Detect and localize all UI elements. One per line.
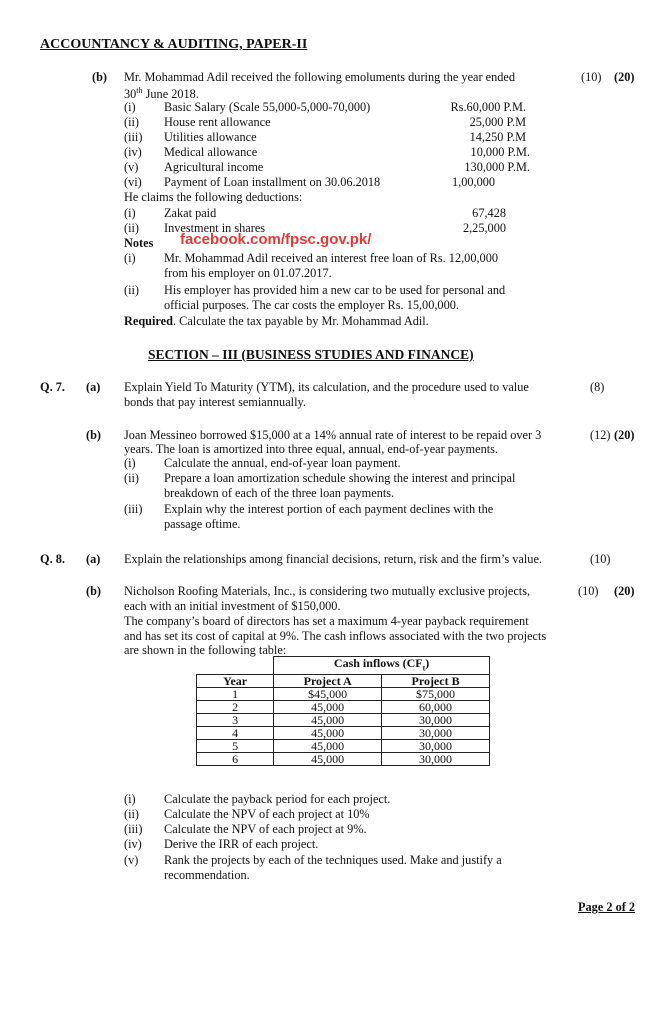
page-number: Page 2 of 2 (578, 900, 636, 914)
list-item-amount: Rs.60,000 P.M. (450, 100, 526, 114)
table-cell: 30,000 (382, 753, 490, 766)
table-row (197, 753, 490, 766)
table-cell: 60,000 (382, 701, 490, 714)
question-part-label: (b) (92, 70, 108, 84)
list-item-text: Calculate the payback period for each project. (164, 792, 391, 806)
list-item-num: (i) (124, 456, 136, 470)
list-item-label: Investment in shares (164, 221, 266, 235)
list-item-num: (i) (124, 100, 136, 114)
list-item-num: (iv) (124, 837, 142, 851)
total-marks: (20) (614, 428, 635, 442)
table-row (197, 740, 490, 753)
list-item-num: (vi) (124, 175, 142, 189)
column-header: Project B (382, 675, 490, 688)
table-cell: $75,000 (382, 688, 490, 701)
list-item-amount: 25,000 P.M (469, 115, 526, 129)
table-caption: Cash inflows $(CF_t)$ (274, 657, 490, 675)
table-corner (197, 657, 274, 675)
list-item-num: (ii) (124, 283, 140, 297)
list-item-amount: 67,428 (472, 206, 506, 220)
question-text-line: 30th June 2018. (124, 86, 199, 102)
marks: (10) (590, 552, 611, 566)
list-item-text: Prepare a loan amortization schedule showing the interest and principal (164, 471, 516, 485)
note-text-line: from his employer on 01.07.2017. (164, 266, 332, 280)
list-item-num: (i) (124, 251, 136, 265)
total-marks: (20) (614, 584, 635, 598)
list-item-num: (v) (124, 853, 139, 867)
list-item-num: (i) (124, 792, 136, 806)
list-item-amount: 1,00,000 (452, 175, 496, 189)
question-text-line: are shown in the following table: (124, 643, 287, 657)
question-text-line: Mr. Mohammad Adil received the following emoluments during the year ended (124, 70, 516, 84)
question-text-line: Explain Yield To Maturity (YTM), its calculation, and the procedure used to value (124, 380, 529, 394)
section-title: SECTION – III (BUSINESS STUDIES AND FINANCE) (148, 347, 474, 362)
question-text-line: The company’s board of directors has set a maximum 4-year payback requirement (124, 614, 529, 628)
question-text-line: Joan Messineo borrowed $15,000 at a 14% annual rate of interest to be repaid over 3 (124, 428, 542, 442)
marks: (10) (578, 584, 599, 598)
list-item-num: (ii) (124, 221, 140, 235)
table-cell: 2 (197, 701, 274, 714)
list-item-label: Agricultural income (164, 160, 264, 174)
list-item-text: Calculate the NPV of each project at 9%. (164, 822, 367, 836)
list-item-text: Explain why the interest portion of each payment declines with the (164, 502, 494, 516)
list-item-text: recommendation. (164, 868, 250, 882)
list-item-num: (iii) (124, 130, 143, 144)
table-row (197, 701, 490, 714)
note-text-line: His employer has provided him a new car to be used for personal and (164, 283, 506, 297)
table-cell: 4 (197, 727, 274, 740)
question-text-line: Explain the relationships among financial decisions, return, risk and the firm’s value. (124, 552, 542, 566)
question-text-line: each with an initial investment of $150,000. (124, 599, 341, 613)
table-cell: 45,000 (274, 701, 382, 714)
table-cell: 5 (197, 740, 274, 753)
marks: (12) (590, 428, 611, 442)
list-item-label: Medical allowance (164, 145, 258, 159)
note-text-line: official purposes. The car costs the employer Rs. 15,00,000. (164, 298, 459, 312)
table-row (197, 688, 490, 701)
table-cell: $45,000 (274, 688, 382, 701)
list-item-text: Derive the IRR of each project. (164, 837, 319, 851)
list-item-label: Zakat paid (164, 206, 217, 220)
list-item-amount: 2,25,000 (462, 221, 506, 235)
deductions-heading: He claims the following deductions: (124, 190, 303, 204)
marks: (10) (581, 70, 602, 84)
table-cell: 45,000 (274, 740, 382, 753)
watermark-text: facebook.com/fpsc.gov.pk/ (180, 231, 372, 248)
list-item-label: Utilities allowance (164, 130, 257, 144)
list-item-text: passage oftime. (164, 517, 241, 531)
table-cell: 45,000 (274, 727, 382, 740)
list-item-num: (iv) (124, 145, 142, 159)
column-header: Project A (274, 675, 382, 688)
question-text-line: years. The loan is amortized into three equal, annual, end-of-year payments. (124, 442, 499, 456)
list-item-text: Calculate the annual, end-of-year loan payment. (164, 456, 401, 470)
list-item-num: (ii) (124, 471, 140, 485)
table-cell: 30,000 (382, 740, 490, 753)
table-cell: 45,000 (274, 714, 382, 727)
cash-inflows-table (196, 656, 490, 766)
question-number: Q. 7. (40, 380, 65, 394)
table-cell: 45,000 (274, 753, 382, 766)
list-item-text: Calculate the NPV of each project at 10% (164, 807, 370, 821)
question-text-line: Nicholson Roofing Materials, Inc., is considering two mutually exclusive projects, (124, 584, 531, 598)
column-header: Year (197, 675, 274, 688)
table-cell: 1 (197, 688, 274, 701)
table-cell: 3 (197, 714, 274, 727)
table-cell: 6 (197, 753, 274, 766)
list-item-num: (ii) (124, 115, 140, 129)
list-item-text: breakdown of each of the three loan payments. (164, 486, 395, 500)
list-item-label: Basic Salary (Scale 55,000-5,000-70,000) (164, 100, 371, 114)
question-part-label: (a) (86, 380, 101, 394)
list-item-label: Payment of Loan installment on 30.06.2018 (164, 175, 381, 189)
table-cell: 30,000 (382, 714, 490, 727)
table-cell: 30,000 (382, 727, 490, 740)
question-part-label: (b) (86, 584, 102, 598)
table-body (197, 688, 490, 766)
question-text-line: bonds that pay interest semiannually. (124, 395, 306, 409)
list-item-num: (v) (124, 160, 139, 174)
list-item-text: Rank the projects by each of the techniques used. Make and justify a (164, 853, 502, 867)
list-item-num: (iii) (124, 822, 143, 836)
page-title: ACCOUNTANCY & AUDITING, PAPER-II (40, 37, 308, 52)
question-text-line: and has set its cost of capital at 9%. The cash inflows associated with the two projects (124, 629, 547, 643)
total-marks: (20) (614, 70, 635, 84)
table-header-row (197, 675, 490, 688)
table-row (197, 714, 490, 727)
list-item-num: (iii) (124, 502, 143, 516)
list-item-amount: 130,000 P.M. (464, 160, 530, 174)
note-text-line: Mr. Mohammad Adil received an interest free loan of Rs. 12,00,000 (164, 251, 498, 265)
table-row (197, 727, 490, 740)
list-item-num: (ii) (124, 807, 140, 821)
marks: (8) (590, 380, 605, 394)
list-item-num: (i) (124, 206, 136, 220)
required-line: Required. Calculate the tax payable by Mr. Mohammad Adil. (124, 314, 429, 328)
list-item-amount: 14,250 P.M (469, 130, 526, 144)
list-item-amount: 10,000 P.M. (470, 145, 530, 159)
question-part-label: (a) (86, 552, 101, 566)
question-part-label: (b) (86, 428, 102, 442)
question-number: Q. 8. (40, 552, 65, 566)
list-item-label: House rent allowance (164, 115, 271, 129)
notes-label: Notes (124, 236, 154, 250)
